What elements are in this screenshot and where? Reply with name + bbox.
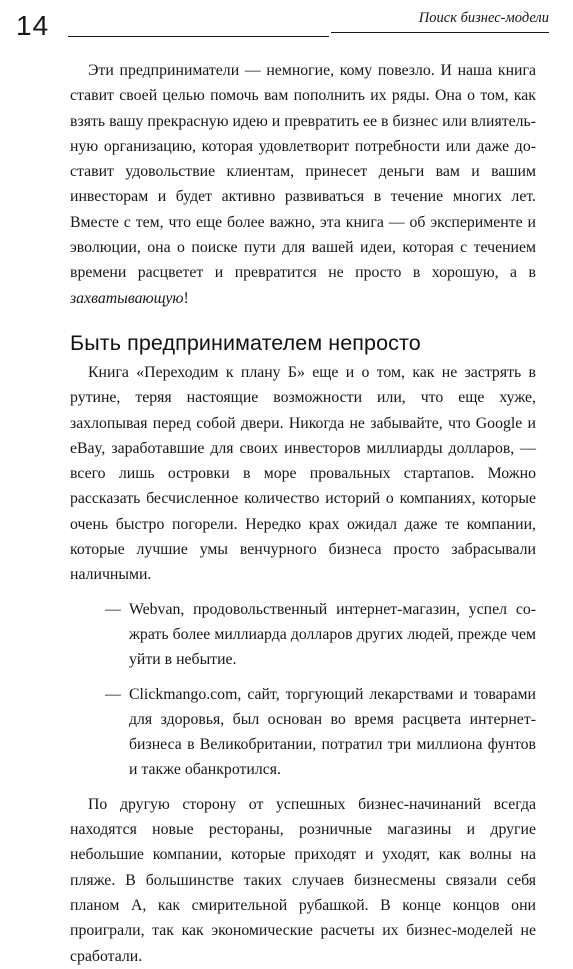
list-item-text: Clickmango.com, сайт, торгующий лекарствами и товарами для здоровья, был основан во время расцвета интернет-бизнеса в Великобритании, потратил три миллиона фунтов и также обанкротился. xyxy=(129,685,536,779)
section-paragraph-2: По другую сторону от успешных бизнес-начинаний всегда находятся новые рестораны, розничные магазины и другие небольшие компании, которые приходят и уходят, как волны на пляже. В большинстве таких случаев бизнесмены связали себя планом А, как смирительной рубашкой. В конце концов они проиграли, так как экономические расчеты их бизнес-моделей не сработали. xyxy=(70,795,536,965)
list-item-text: Webvan, продовольственный интернет-магазин, успел сожрать более миллиарда долларов других людей, прежде чем уйти в небытие. xyxy=(129,600,536,669)
intro-paragraph xyxy=(70,58,536,311)
header-rule xyxy=(68,36,329,37)
intro-emphasis: захватывающую xyxy=(70,289,184,307)
section-heading: Быть предпринимателем непросто xyxy=(70,330,421,355)
intro-text: Эти предприниматели — немногие, кому повезло. И наша книга ставит своей целью помочь вам пополнить их ряды. Она о том, как взять вашу прекрасную идею и превратить ее в бизнес или влиятельную организацию, которая удовлетворит потребности или даже доставит удовольствие клиентам, принесет деньги вам и вашим инвесторам и будет активно развиваться в течение многих лет. Вместе с тем, что еще более важно, эта книга — об эксперименте и эволюции, она о поиске пути для вашей идеи, которая с течением времени расцветет и превратится не просто в хорошую, а в xyxy=(70,62,536,282)
running-head: Поиск бизнес-модели xyxy=(331,10,549,33)
list-item xyxy=(70,597,536,673)
dash-marker: — xyxy=(105,685,121,703)
intro-end: ! xyxy=(183,289,189,307)
dash-marker: — xyxy=(105,600,121,618)
page-number: 14 xyxy=(16,10,50,41)
list-item xyxy=(70,682,536,783)
section-paragraph-1: Книга «Переходим к плану Б» еще и о том, как не застрять в рутине, теряя настоящие возможности или, что еще хуже, захлопывая перед собой двери. Никогда не забывайте, что Google и eBay, заработавшие для своих инвесторов миллиарды долларов, — всего лишь островки в море провальных стартапов. Можно рассказать бесчисленное количество историй о компаниях, которые очень быстро погорели. Нередко крах ожидал даже те компании, которые лучшие умы венчурного бизнеса просто забрасывали наличными. xyxy=(70,363,536,584)
dash-list xyxy=(70,597,536,783)
page-body xyxy=(70,58,536,969)
